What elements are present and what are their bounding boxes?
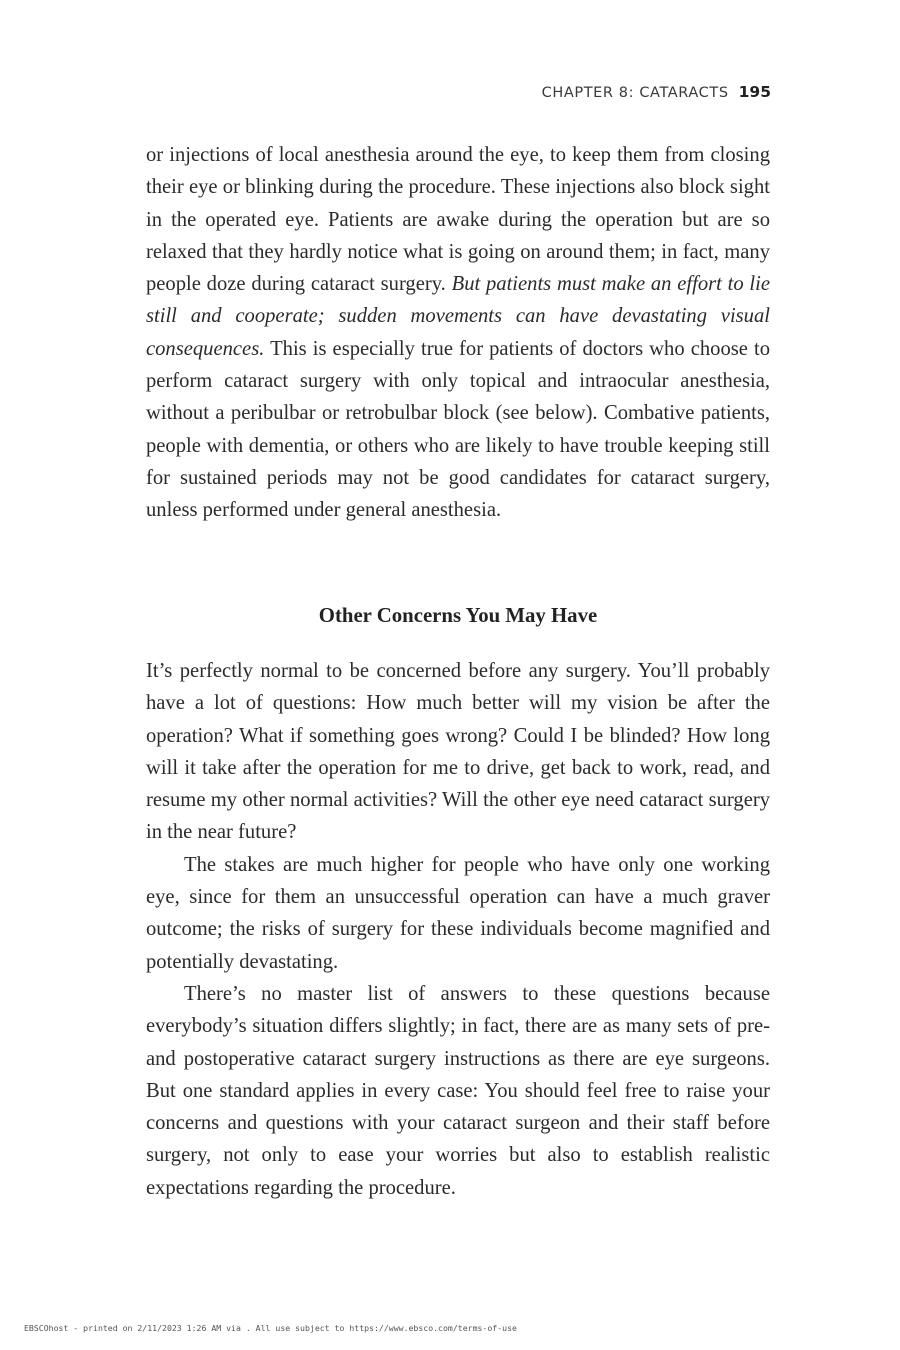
paragraph-4: There’s no master list of answers to these questions because everybody’s situation differs slightly; in fact, there are as many sets of pre- and postoperative cataract surgery instructions as there are eye surgeons. But one standard applies in every case: You should feel free to raise your concerns and questions with your cataract surgeon and their staff before surgery, not only to ease your worries but also to establish realistic expectations regarding the procedure. bbox=[146, 982, 770, 1199]
paragraph-1-text-b: This is especially true for patients of doctors who choose to perform cataract surgery with only topical and intraocular anesthesia, without a peribulbar or retrobulbar block (see below). Combative patients, people with dementia, or others who are likely to have trouble keeping still for sustained periods may not be good candidates for cataract surgery, unless performed under general anesthesia. bbox=[146, 337, 770, 522]
paragraph-2: It’s perfectly normal to be concerned before any surgery. You’ll probably have a lot of questions: How much better will my vision be after the operation? What if something goes wrong? Could I be blinded? How long will it take after the operation for me to drive, get back to work, read, and resume my other normal activities? Will the other eye need cataract surgery in the near future? bbox=[146, 660, 770, 844]
running-head bbox=[542, 83, 771, 101]
paragraph-1-emphasis: But patients must make an effort to lie still and cooperate; sudden movements can have devastating visual consequences. bbox=[146, 273, 770, 360]
paragraph-1 bbox=[146, 139, 770, 527]
section-heading: Other Concerns You May Have bbox=[318, 604, 598, 627]
page-number: 195 bbox=[738, 83, 771, 101]
body-text-top bbox=[146, 139, 770, 527]
print-footer-note: EBSCOhost - printed on 2/11/2023 1:26 AM via . All use subject to https://www.ebsco.com/terms-of-use bbox=[24, 1323, 517, 1333]
body-text-bottom bbox=[146, 655, 770, 1204]
chapter-title: CHAPTER 8: CATARACTS bbox=[541, 85, 729, 101]
paragraph-1-text-a: or injections of local anesthesia around the eye, to keep them from closing their eye or blinking during the procedure. These injections also block sight in the operated eye. Patients are awake during the operation but are so relaxed that they hardly notice what is going on around them; in fact, many people doze during cataract surgery. bbox=[146, 144, 770, 296]
paragraph-3: The stakes are much higher for people who have only one working eye, since for them an unsuccessful operation can have a much graver outcome; the risks of surgery for these individuals become magnified and potentially devastating. bbox=[146, 853, 770, 973]
